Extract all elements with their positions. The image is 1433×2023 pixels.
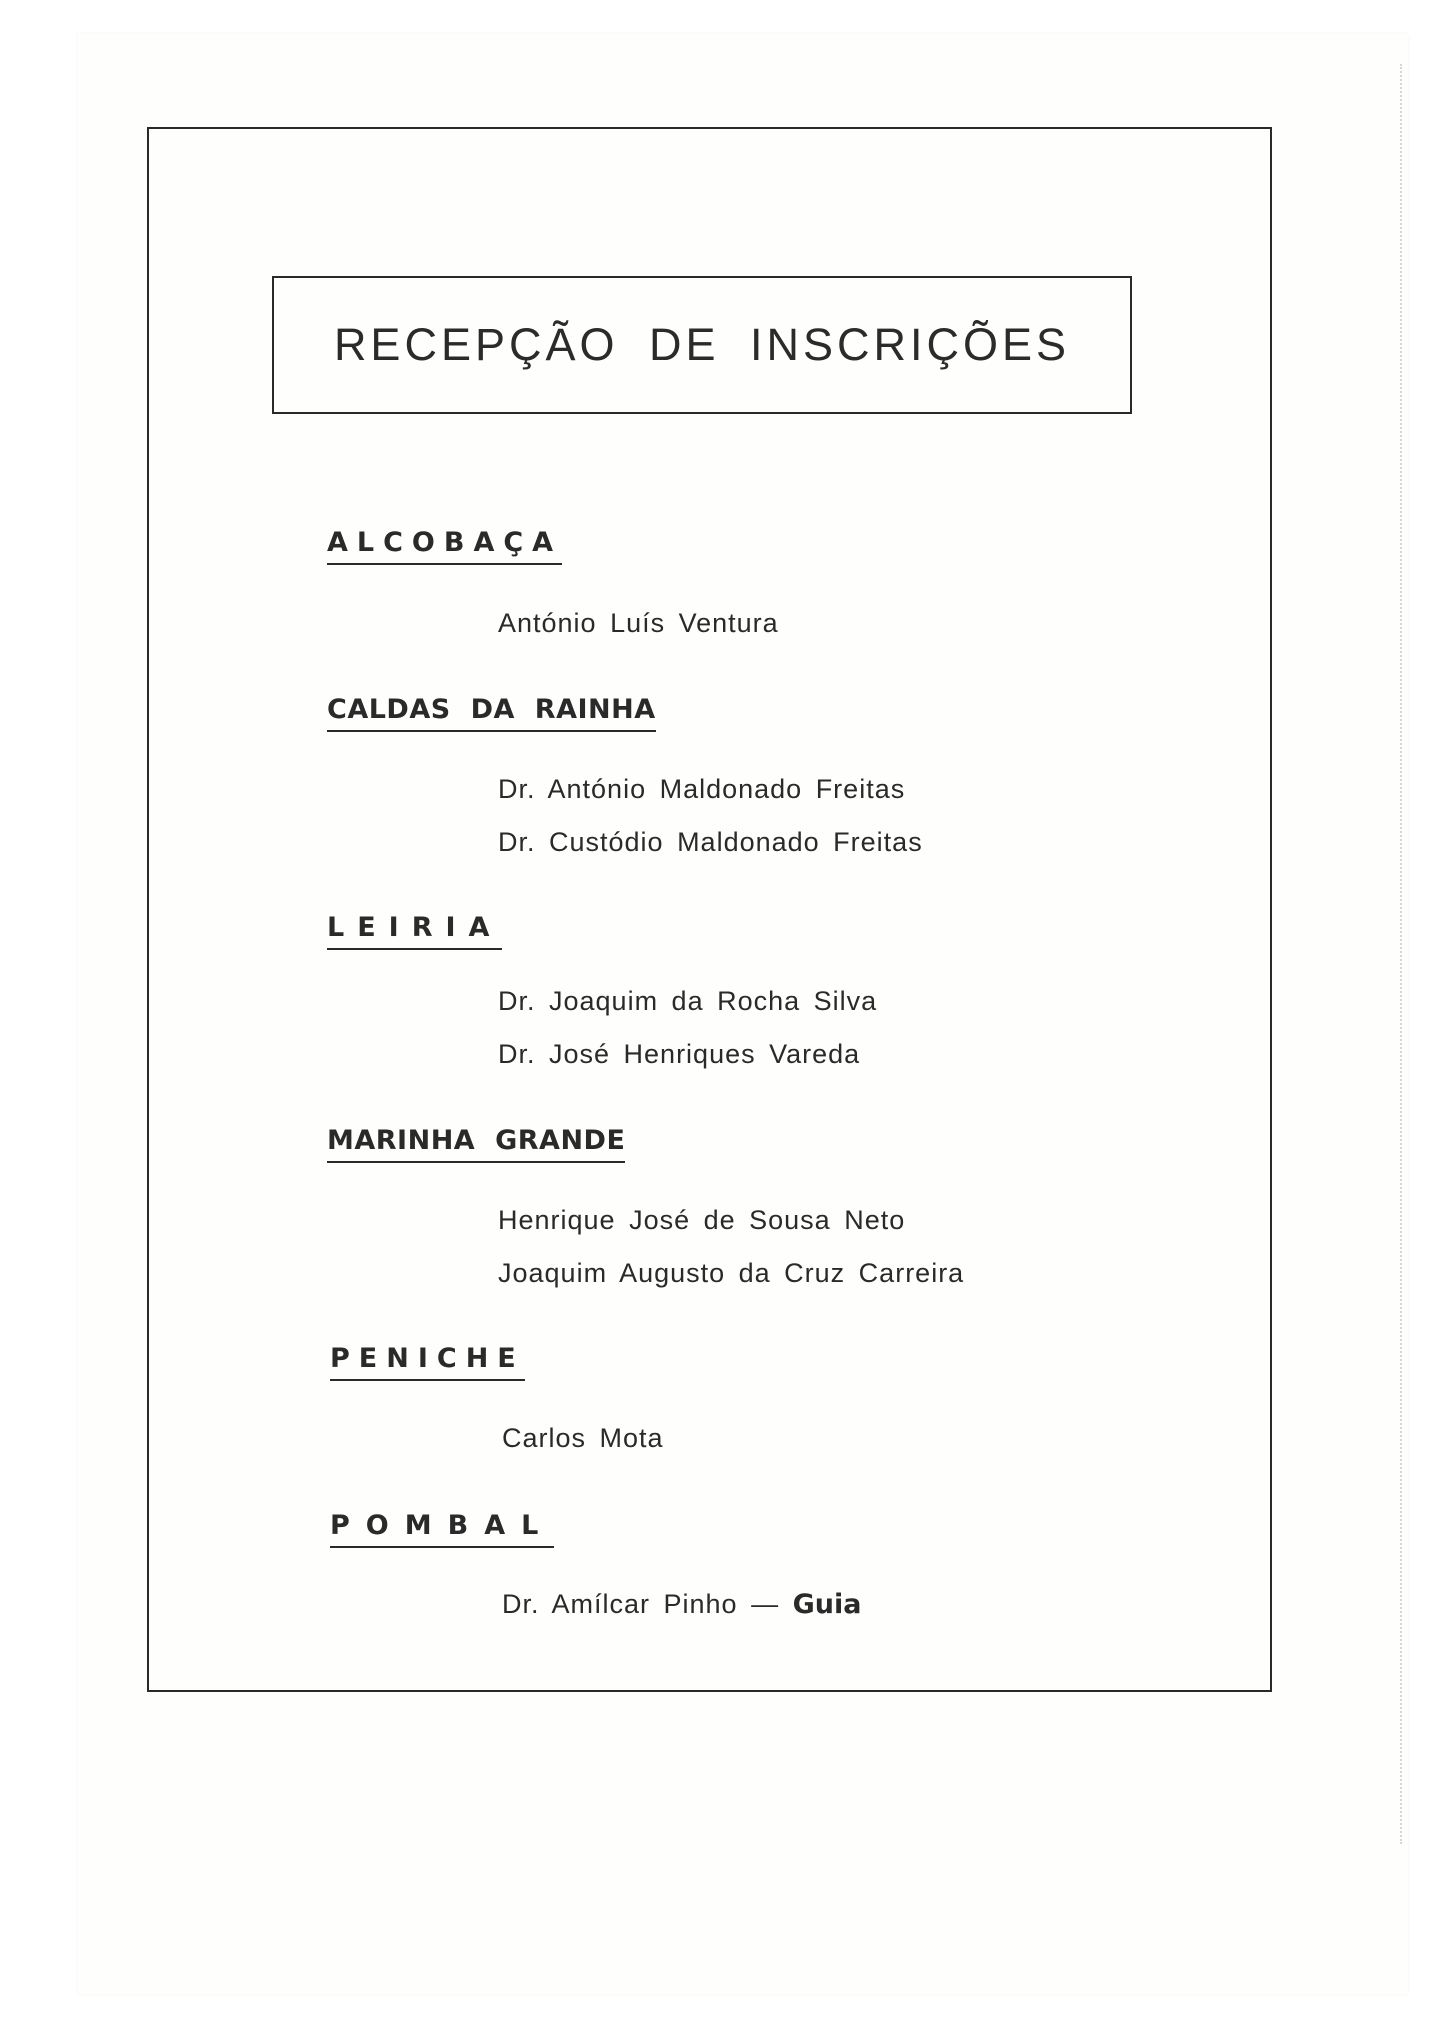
person-name: Dr. António Maldonado Freitas: [498, 774, 906, 804]
section-heading-pombal: POMBAL: [330, 1510, 554, 1548]
section-heading-peniche: PENICHE: [330, 1343, 525, 1381]
section-heading-marinha-grande: MARINHA GRANDE: [327, 1125, 625, 1163]
section-heading-caldas-da-rainha: CALDAS DA RAINHA: [327, 694, 656, 732]
page-title: RECEPÇÃO DE INSCRIÇÕES: [333, 319, 1071, 370]
person-name: Joaquim Augusto da Cruz Carreira: [498, 1258, 965, 1288]
person-name: Dr. Amílcar Pinho —: [502, 1589, 793, 1619]
sheet-torn-edge: [1398, 64, 1402, 1844]
title-box: [272, 276, 1132, 414]
person-name: Henrique José de Sousa Neto: [498, 1205, 906, 1235]
person-entry-pombal: [502, 1588, 861, 1621]
section-heading-leiria: LEIRIA: [327, 912, 502, 950]
section-heading-alcobaca: ALCOBAÇA: [327, 527, 562, 565]
person-name: Carlos Mota: [502, 1423, 664, 1453]
person-name: Dr. José Henriques Vareda: [498, 1039, 861, 1069]
person-name: Dr. Custódio Maldonado Freitas: [498, 827, 923, 857]
person-name: António Luís Ventura: [498, 608, 779, 638]
location-suffix: Guia: [792, 1589, 862, 1620]
person-name: Dr. Joaquim da Rocha Silva: [498, 986, 878, 1016]
